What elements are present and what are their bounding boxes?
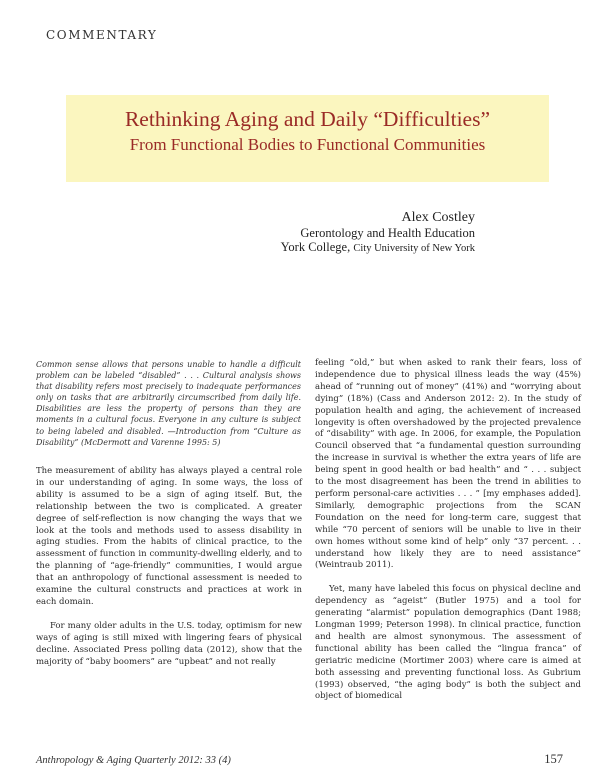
article-title: Rethinking Aging and Daily “Difficulties”	[124, 107, 491, 131]
left-column	[36, 466, 302, 681]
paragraph: Yet, many have labeled this focus on physical decline and dependency as “ageist” (Butler 1975) and a tool for generating “alarmist” population demographics (Dant 1988; Longman 1999; Peterson 1998). In clinical practice, function and health are almost synonymous. The assessment of functional ability has been called the “lingua franca” of geriatric medicine (Mortimer 2003) where care is aimed at both assessing and preventing functional loss. As Gubrium (1993) observed, “the aging body” is both the subject and object of biomedical	[315, 584, 581, 702]
page-number: 157	[544, 752, 563, 766]
author-affiliation	[220, 240, 475, 256]
section-label: COMMENTARY	[46, 28, 158, 42]
title-banner	[66, 95, 549, 182]
paragraph: feeling “old,” but when asked to rank their fears, loss of independence due to physical illness leads the way (45%) ahead of “running out of money” (41%) and “worrying about dying” (18%) (Cass and Anderson 2012: 2). In the study of population health and aging, the achievement of increased longevity is often overshadowed by the projected prevalence of “disability” with age. In 2006, for example, the Population Council observed that “a fundamental question surrounding the increase in survival is whether the extra years of life are being spent in good health or bad health” and “ . . . subject to the most disagreement has been the trend in abilities to perform personal-care activities . . . ” [my emphases added]. Similarly, demographic projections from the SCAN Foundation on the need for long-term care, suggest that while “70 percent of seniors will be unable to live in their own homes without some kind of help” only “37 percent. . . understand how likely they are to need assistance” (Weintraub 2011).	[315, 358, 581, 571]
epigraph: Common sense allows that persons unable to handle a difficult problem can be labeled “disabled” . . . Cultural analysis shows that disability refers most precisely to inadequate performances only on tasks that are arbitrarily circumscribed from daily life. Disabilities are less the property of persons than they are moments in a cultural focus. Everyone in any culture is subject to being labeled and disabled. —Introduction from “Culture as Disability” (McDermott and Varenne 1995: 5)	[36, 360, 301, 447]
author-block	[220, 210, 475, 256]
paragraph: The measurement of ability has always played a central role in our understanding of aging. In some ways, the loss of ability is assumed to be a sign of aging itself. But, the relationship between the two is complicated. A greater degree of self-reflection is now changing the ways that we look at the tools and methods used to assess disability in aging studies. From the habits of clinical practice, to the assessment of function in community-dwelling elderly, and to the planning of “age-friendly” communities, I would argue that an anthropology of functional assessment is needed to examine the cultural constructs and practices at work in each domain.	[36, 466, 302, 607]
author-name: Alex Costley	[401, 210, 475, 225]
author-university: City University of New York	[353, 243, 475, 254]
journal-citation: Anthropology & Aging Quarterly 2012: 33 (4)	[36, 755, 231, 766]
author-college: York College,	[280, 240, 351, 254]
right-column	[315, 358, 581, 715]
author-department: Gerontology and Health Education	[300, 226, 475, 240]
paragraph: For many older adults in the U.S. today, optimism for new ways of aging is still mixed with lingering fears of physical decline. Associated Press polling data (2012), show that the majority of “baby boomers” are “upbeat” and not really	[36, 620, 302, 667]
article-subtitle: From Functional Bodies to Functional Communities	[129, 135, 486, 154]
